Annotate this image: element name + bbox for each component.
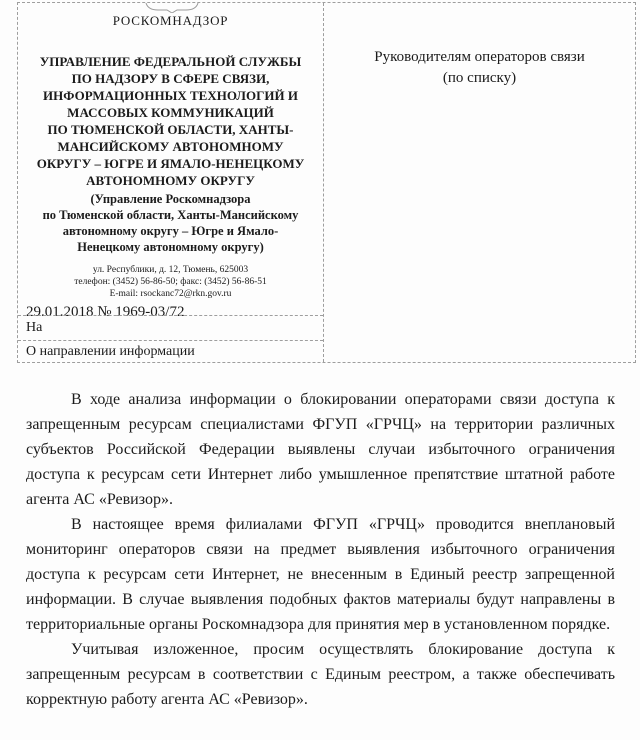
phone-fax-line: телефон: (3452) 56-86-50; факс: (3452) 56-86-51 <box>74 277 267 287</box>
management-line: автономному округу – Югре и Ямало- <box>62 224 279 238</box>
management-line: Ненецкому автономному округу) <box>77 240 264 254</box>
letter-body <box>26 387 615 712</box>
letterhead-column <box>18 3 324 362</box>
management-line: (Управление Роскомнадзора <box>90 192 251 206</box>
department-line: ПО ТЮМЕНСКОЙ ОБЛАСТИ, ХАНТЫ- <box>47 122 294 137</box>
body-paragraph: Учитывая изложенное, просим осуществлять блокирование доступа к запрещенным ресурсам в соответствии с Единым реестром, а также обеспечивать корректную работу агента АС «Ревизор». <box>26 641 615 708</box>
header-table <box>17 2 636 363</box>
subject-row: О направлении информации <box>18 340 323 362</box>
department-name <box>18 53 323 189</box>
department-line: МАССОВЫХ КОММУНИКАЦИЙ <box>67 105 274 120</box>
reference-row: На <box>18 315 323 340</box>
department-line: ОКРУГУ – ЮГРЕ И ЯМАЛО-НЕНЕЦКОМУ <box>36 156 305 171</box>
management-name <box>18 191 323 255</box>
date-number: 29.01.2018 № 1969-03/72 <box>26 304 185 320</box>
department-line: ПО НАДЗОРУ В СФЕРЕ СВЯЗИ, <box>71 71 270 86</box>
letterhead-cell <box>18 3 323 320</box>
addressee-line: (по списку) <box>442 70 517 86</box>
contact-block <box>18 264 323 300</box>
top-edge-artifact <box>144 0 200 10</box>
body-paragraph: В настоящее время филиалами ФГУП «ГРЧЦ» проводится внеплановый мониторинг операторов связи на предмет выявления избыточного ограничения доступа к ресурсам сети Интернет, не внесенным в Единый реестр запрещенной информации. В случае выявления подобных фактов материалы будут направлены в территориальные органы Роскомнадзора для принятия мер в установленном порядке. <box>26 516 615 633</box>
department-line: УПРАВЛЕНИЕ ФЕДЕРАЛЬНОЙ СЛУЖБЫ <box>39 54 302 69</box>
addressee-line: Руководителям операторов связи <box>374 49 585 65</box>
department-line: ИНФОРМАЦИОННЫХ ТЕХНОЛОГИЙ И <box>43 88 298 103</box>
email-line: E-mail: rsockanc72@rkn.gov.ru <box>109 289 232 299</box>
department-line: МАНСИЙСКОМУ АВТОНОМНОМУ <box>57 139 284 154</box>
address-line: ул. Республики, д. 12, Тюмень, 625003 <box>92 265 249 275</box>
agency-name: РОСКОМНАДЗОР <box>112 13 229 28</box>
addressee-cell <box>324 3 635 362</box>
department-line: АВТОНОМНОМУ ОКРУГУ <box>86 173 255 188</box>
body-paragraph: В ходе анализа информации о блокировании операторами связи доступа к запрещенным ресурсам специалистами ФГУП «ГРЧЦ» на территории различных субъектов Российской Федерации выявлены случаи избыточного ограничения доступа к ресурсам сети Интернет либо умышленное препятствие штатной работе агента АС «Ревизор». <box>26 391 615 508</box>
management-line: по Тюменской области, Ханты-Мансийскому <box>42 208 299 222</box>
